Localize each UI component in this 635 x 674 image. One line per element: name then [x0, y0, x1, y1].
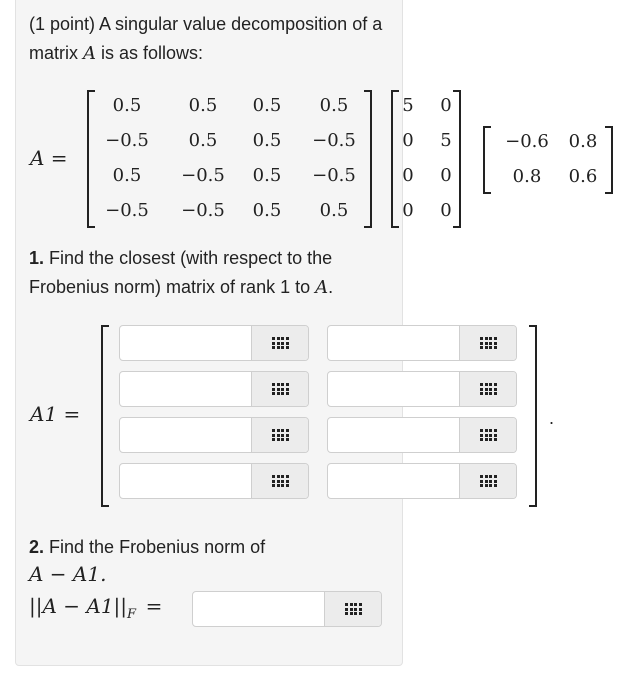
matrix-vt-cell: −0.6: [505, 131, 549, 152]
a1-entry-input[interactable]: [120, 372, 252, 406]
matrix-sigma-cell: 0: [440, 95, 452, 116]
matrix-u-cell: 0.5: [252, 165, 282, 186]
matrix-grid-icon: [272, 383, 288, 395]
a1-entry-input[interactable]: [328, 418, 460, 452]
matrix-u-cell: −0.5: [181, 200, 225, 221]
a1-entry-matrix-button[interactable]: [251, 372, 308, 406]
matrix-grid-icon: [480, 475, 496, 487]
a1-right-bracket: [529, 325, 537, 507]
norm-answer-field[interactable]: [192, 591, 382, 627]
a1-entry-input[interactable]: [120, 326, 252, 360]
matrix-u-cell: 0.5: [319, 95, 349, 116]
matrix-vt-cell: 0.8: [568, 131, 598, 152]
matrix-sigma-cell: 0: [402, 200, 414, 221]
a1-label: A1 =: [30, 402, 81, 426]
matrix-u-cell: −0.5: [312, 165, 356, 186]
a1-entry-matrix-button[interactable]: [459, 418, 516, 452]
matrix-vt-cell: 0.8: [512, 166, 542, 187]
a1-entry-input[interactable]: [120, 464, 252, 498]
matrix-a-label: A =: [30, 146, 68, 170]
matrix-u-cell: 0.5: [319, 200, 349, 221]
part1-question: 1. Find the closest (with respect to the Frobenius norm) matrix of rank 1 to A.: [29, 248, 334, 298]
a1-entry-field[interactable]: [119, 463, 309, 499]
a1-entry-matrix-button[interactable]: [251, 418, 308, 452]
part2-question: 2. Find the Frobenius norm of: [29, 537, 266, 557]
matrix-grid-icon: [272, 475, 288, 487]
problem-intro: (1 point) A singular value decomposition of a matrix A is as follows:: [29, 14, 383, 64]
norm-expression: $||A - A1||_F$ =: [29, 594, 163, 622]
matrix-u-cell: 0.5: [112, 95, 142, 116]
matrix-u-cell: 0.5: [188, 95, 218, 116]
a1-entry-field[interactable]: [327, 371, 517, 407]
matrix-u-cell: 0.5: [188, 130, 218, 151]
matrix-vt-left-bracket: [483, 126, 491, 194]
matrix-grid-icon: [480, 429, 496, 441]
a1-entry-matrix-button[interactable]: [251, 464, 308, 498]
matrix-sigma-cell: 0: [402, 165, 414, 186]
a1-trailing-period: .: [549, 408, 555, 428]
part2-expression: A − A1.: [29, 562, 107, 586]
a1-entry-field[interactable]: [119, 371, 309, 407]
a1-entry-field[interactable]: [119, 417, 309, 453]
matrix-grid-icon: [272, 337, 288, 349]
norm-matrix-button[interactable]: [324, 592, 381, 626]
matrix-sigma-cell: 0: [440, 200, 452, 221]
norm-answer-input[interactable]: [193, 592, 325, 626]
a1-entry-matrix-button[interactable]: [459, 464, 516, 498]
a1-entry-input[interactable]: [120, 418, 252, 452]
matrix-grid-icon: [480, 383, 496, 395]
a1-entry-matrix-button[interactable]: [459, 372, 516, 406]
matrix-grid-icon: [272, 429, 288, 441]
a1-entry-field[interactable]: [327, 325, 517, 361]
matrix-vt-cell: 0.6: [568, 166, 598, 187]
matrix-u-cell: −0.5: [105, 200, 149, 221]
a1-entry-input[interactable]: [328, 372, 460, 406]
a1-left-bracket: [101, 325, 109, 507]
matrix-sigma-cell: 5: [402, 95, 414, 116]
matrix-grid-icon: [345, 603, 361, 615]
matrix-sigma-cell: 0: [402, 130, 414, 151]
matrix-u-right-bracket: [364, 90, 372, 228]
matrix-sigma-cell: 0: [440, 165, 452, 186]
a1-entry-input[interactable]: [328, 464, 460, 498]
matrix-u-cell: 0.5: [112, 165, 142, 186]
a1-entry-field[interactable]: [327, 417, 517, 453]
matrix-u-cell: −0.5: [105, 130, 149, 151]
matrix-u-cell: −0.5: [312, 130, 356, 151]
matrix-grid-icon: [480, 337, 496, 349]
matrix-u-cell: 0.5: [252, 95, 282, 116]
a1-entry-field[interactable]: [119, 325, 309, 361]
a1-entry-matrix-button[interactable]: [251, 326, 308, 360]
a1-entry-matrix-button[interactable]: [459, 326, 516, 360]
matrix-u-cell: −0.5: [181, 165, 225, 186]
a1-entry-input[interactable]: [328, 326, 460, 360]
a1-entry-field[interactable]: [327, 463, 517, 499]
matrix-sigma-cell: 5: [440, 130, 452, 151]
matrix-u-cell: 0.5: [252, 130, 282, 151]
matrix-u-left-bracket: [87, 90, 95, 228]
matrix-u-cell: 0.5: [252, 200, 282, 221]
